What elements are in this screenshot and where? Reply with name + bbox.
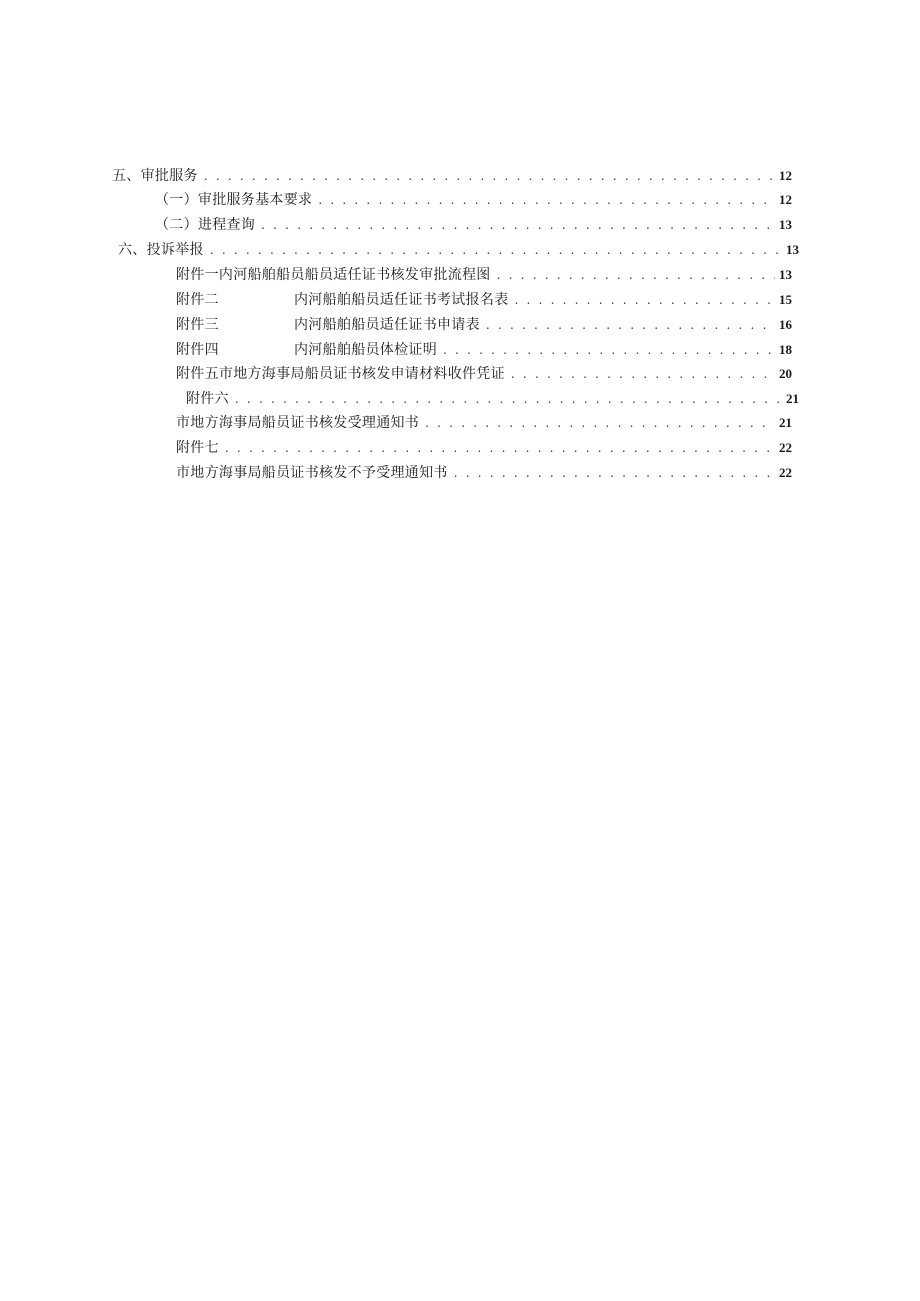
toc-entry-acceptance-notice[interactable] bbox=[176, 412, 792, 434]
toc-page-number: 16 bbox=[779, 317, 792, 332]
toc-page-number: 18 bbox=[779, 342, 792, 357]
toc-entry-title: 市地方海事局船员证书核发受理通知书 bbox=[176, 415, 420, 431]
toc-page-number: 21 bbox=[779, 415, 792, 430]
toc-leader-dots bbox=[454, 462, 775, 484]
toc-leader-dots bbox=[443, 339, 775, 361]
toc-entry-subtitle: 内河船舶船员适任证书申请表 bbox=[294, 317, 480, 333]
toc-entry-appendix-7[interactable] bbox=[176, 437, 792, 459]
toc-entry-appendix-1[interactable] bbox=[176, 264, 792, 286]
toc-entry-title: 附件三 bbox=[176, 317, 219, 333]
toc-entry-title: （二）进程查询 bbox=[155, 217, 256, 233]
toc-entry-5-1[interactable] bbox=[155, 189, 792, 211]
toc-entry-5-2[interactable] bbox=[155, 214, 792, 236]
toc-page-number: 15 bbox=[779, 292, 792, 307]
toc-leader-dots bbox=[225, 437, 775, 459]
toc-leader-dots bbox=[511, 363, 775, 385]
toc-leader-dots bbox=[497, 264, 775, 286]
toc-page-number: 12 bbox=[779, 192, 792, 207]
toc-leader-dots bbox=[204, 165, 775, 187]
toc-leader-dots bbox=[425, 412, 775, 434]
toc-entry-appendix-6[interactable] bbox=[186, 388, 799, 410]
toc-entry-title: 六、投诉举报 bbox=[118, 242, 204, 258]
toc-entry-title: 附件六 bbox=[186, 391, 229, 407]
toc-entry-title: 附件五市地方海事局船员证书核发申请材料收件凭证 bbox=[176, 366, 505, 382]
toc-page-number: 13 bbox=[786, 242, 799, 257]
toc-entry-title: 附件二 bbox=[176, 292, 219, 308]
toc-entry-appendix-5[interactable] bbox=[176, 363, 792, 385]
toc-leader-dots bbox=[486, 314, 775, 336]
toc-leader-dots bbox=[261, 214, 775, 236]
toc-page-number: 20 bbox=[779, 366, 792, 381]
toc-leader-dots bbox=[210, 239, 782, 261]
toc-entry-appendix-4[interactable] bbox=[176, 339, 792, 361]
toc-entry-title: 附件七 bbox=[176, 440, 219, 456]
toc-entry-appendix-2[interactable] bbox=[176, 289, 792, 311]
toc-entry-title: 附件一内河船舶船员船员适任证书核发审批流程图 bbox=[176, 267, 491, 283]
toc-page-number: 22 bbox=[779, 440, 792, 455]
toc-page-number: 22 bbox=[779, 465, 792, 480]
toc-page-number: 13 bbox=[779, 267, 792, 282]
toc-entry-subtitle: 内河船舶船员体检证明 bbox=[294, 342, 437, 358]
toc-entry-rejection-notice[interactable] bbox=[176, 462, 792, 484]
toc-entry-title: 附件四 bbox=[176, 342, 219, 358]
toc-entry-section-6[interactable] bbox=[118, 239, 799, 261]
toc-entry-appendix-3[interactable] bbox=[176, 314, 792, 336]
toc-page-number: 21 bbox=[786, 391, 799, 406]
toc-entry-title: 市地方海事局船员证书核发不予受理通知书 bbox=[176, 465, 448, 481]
toc-leader-dots bbox=[235, 388, 782, 410]
toc-entry-subtitle: 内河船舶船员适任证书考试报名表 bbox=[294, 292, 509, 308]
toc-page-number: 13 bbox=[779, 217, 792, 232]
toc-entry-title: （一）审批服务基本要求 bbox=[155, 192, 313, 208]
toc-leader-dots bbox=[318, 189, 775, 211]
toc-page-number: 12 bbox=[779, 168, 792, 183]
toc-entry-section-5[interactable] bbox=[112, 165, 792, 187]
toc-leader-dots bbox=[515, 289, 776, 311]
toc-entry-title: 五、审批服务 bbox=[112, 168, 198, 184]
